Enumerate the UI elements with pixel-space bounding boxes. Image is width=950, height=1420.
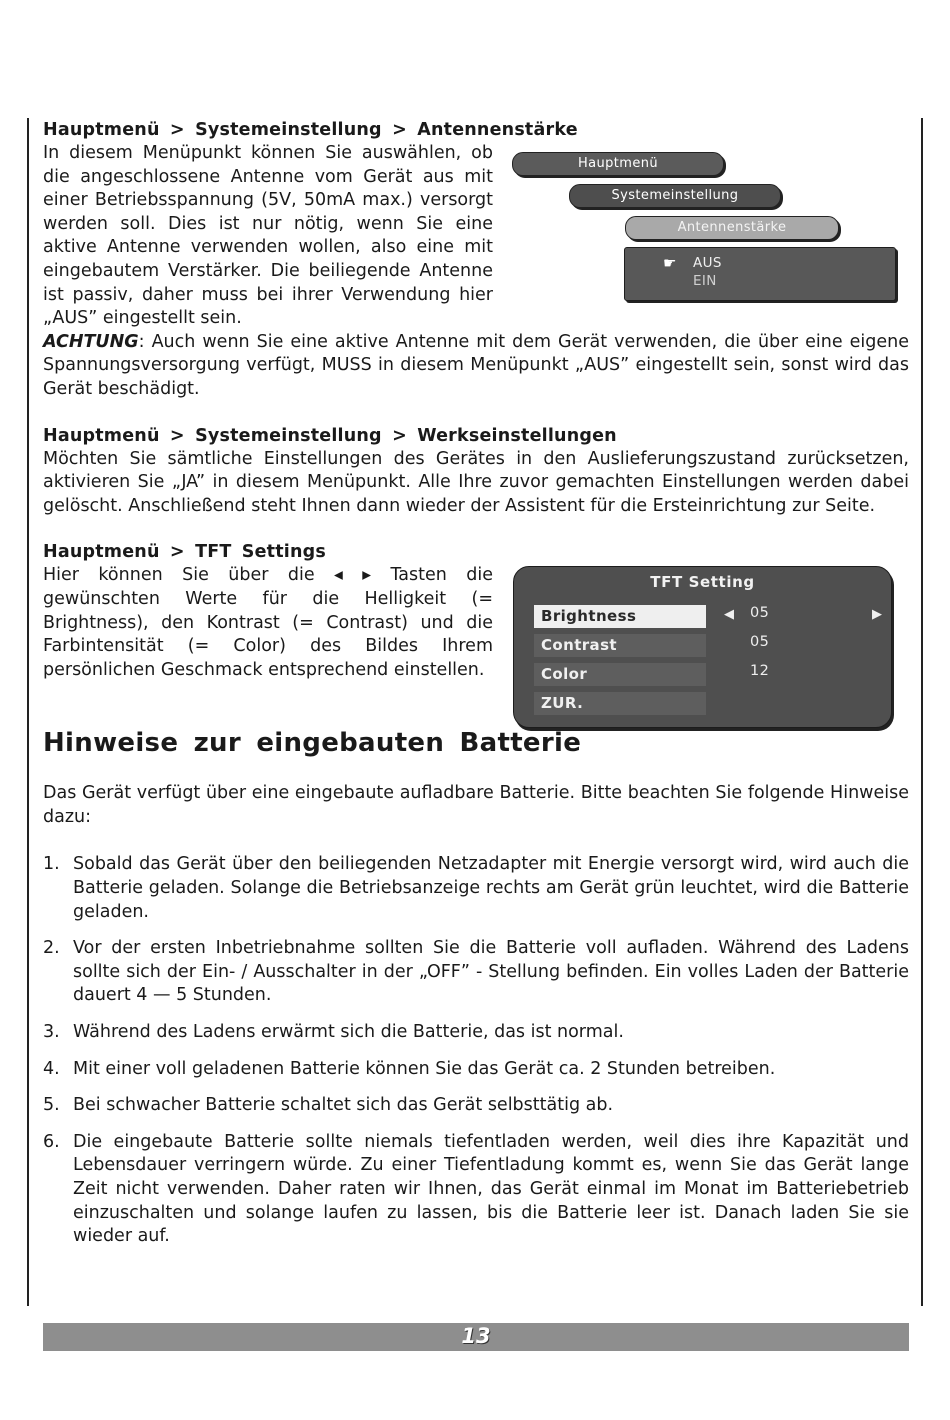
- tft-value-brightness: 05: [750, 605, 770, 621]
- section-body: Hier können Sie über die ◂ ▸ Tasten die gewünschten Werte für die Helligkeit (= Brightness), den Kontrast (= Contrast) und die Farbintensität (= Color) des Bildes Ihrem persönlichen Geschmack entsprechend einstellen.: [43, 565, 493, 680]
- antennenstaerke-menu-screenshot: [512, 150, 902, 305]
- tft-setting-screenshot: [513, 566, 892, 728]
- tft-row-color: Color: [534, 663, 706, 686]
- list-item: 5. Bei schwacher Batterie schaltet sich das Gerät selbsttätig ab.: [43, 1095, 614, 1116]
- left-arrow-icon: ◀: [724, 607, 734, 622]
- tft-row-contrast: Contrast: [534, 634, 706, 657]
- tft-row-brightness: Brightness: [534, 605, 706, 628]
- option-box: [624, 247, 896, 301]
- list-item: 4. Mit einer voll geladenen Batterie können Sie das Gerät ca. 2 Stunden betreiben.: [43, 1058, 776, 1079]
- section-werkseinstellungen: [43, 424, 909, 519]
- section-heading: Hauptmenü > TFT Settings: [43, 542, 326, 563]
- section-heading: Hauptmenü > Systemeinstellung > Werkseinstellungen: [43, 425, 617, 446]
- list-item: 3. Während des Ladens erwärmt sich die Batterie, das ist normal.: [43, 1022, 624, 1043]
- menu-breadcrumb-systemeinstellung: Systemeinstellung: [569, 184, 781, 208]
- right-arrow-icon: ▶: [872, 607, 882, 622]
- page-title: Hinweise zur eingebauten Batterie: [43, 728, 582, 759]
- section-heading: Hauptmenü > Systemeinstellung > Antennenstärke: [43, 120, 578, 140]
- pointing-hand-icon: ☛: [663, 254, 677, 272]
- tft-value-contrast: 05: [750, 634, 770, 650]
- left-right-arrows-icon: ◂ ▸: [334, 565, 372, 586]
- list-item: 1. Sobald das Gerät über den beiliegenden Netzadapter mit Energie versorgt wird, wird auch die Batterie geladen. Solange die Betriebsanzeige rechts am Gerät grün leuchtet, wird die Batterie geladen.: [43, 854, 909, 922]
- option-aus: AUS: [693, 255, 722, 271]
- page-number: 13: [461, 1324, 491, 1348]
- list-item: 2. Vor der ersten Inbetriebnahme sollten Sie die Batterie voll aufladen. Während des Ladens sollte sich der Ein- / Ausschalter in der „OFF” - Stellung befinden. Ein volles Laden der Batterie dauert 4 — 5 Stunden.: [43, 938, 909, 1006]
- option-ein: EIN: [693, 273, 717, 289]
- section-body: In diesem Menüpunkt können Sie auswählen, ob die angeschlossene Antenne vom Gerät aus mit einer Betriebsspannung (5V, 50mA max.) versorgt werden soll. Dies ist nur nötig, wenn Sie eine aktive Antenne verwenden wollen, also eine mit eingebautem Verstärker. Die beiliegende Antenne ist passiv, daher muss bei ihrer Verwendung hier „AUS” eingestellt sein.: [43, 143, 493, 329]
- battery-intro: Das Gerät verfügt über eine eingebaute aufladbare Batterie. Bitte beachten Sie folgende Hinweise dazu:: [43, 783, 909, 827]
- section-body: Möchten Sie sämtliche Einstellungen des Gerätes in den Auslieferungszustand zurücksetzen, aktivieren Sie „JA” in diesem Menüpunkt. Alle Ihre zuvor gemachten Einstellungen werden dabei gelöscht. Anschließend steht Ihnen dann wieder der Assistent für die Ersteinrichtung zur Seite.: [43, 448, 909, 516]
- tft-value-color: 12: [750, 663, 770, 679]
- tft-row-zur: ZUR.: [534, 692, 706, 715]
- left-margin-rule: [27, 118, 29, 1306]
- tft-title: TFT Setting: [650, 573, 755, 591]
- warning-paragraph: [43, 331, 909, 402]
- warning-label: ACHTUNG: [43, 331, 139, 352]
- warning-text: : Auch wenn Sie eine aktive Antenne mit dem Gerät verwenden, die über eine eigene Spannungsversorgung verfügt, MUSS in diesem Menüpunkt „AUS” eingestellt sein, sonst wird das Gerät beschädigt.: [43, 331, 909, 399]
- right-margin-rule: [921, 118, 923, 1306]
- battery-notes-list: [43, 853, 909, 1248]
- menu-breadcrumb-hauptmenue: Hauptmenü: [512, 152, 724, 176]
- menu-breadcrumb-antennenstaerke: Antennenstärke: [625, 216, 839, 240]
- page-footer: [43, 1323, 909, 1351]
- list-item: 6. Die eingebaute Batterie sollte niemals tiefentladen werden, weil dies ihre Kapazität und Lebensdauer verringern würde. Zu einer Tiefentladung kommt es, wenn Sie das Gerät lange Zeit nicht verwenden. Daher raten wir Ihnen, das Gerät einmal im Monat im Batteriebetrieb einzuschalten und solange laufen zu lassen, bis die Batterie leer ist. Danach laden Sie sie wieder auf.: [43, 1131, 909, 1247]
